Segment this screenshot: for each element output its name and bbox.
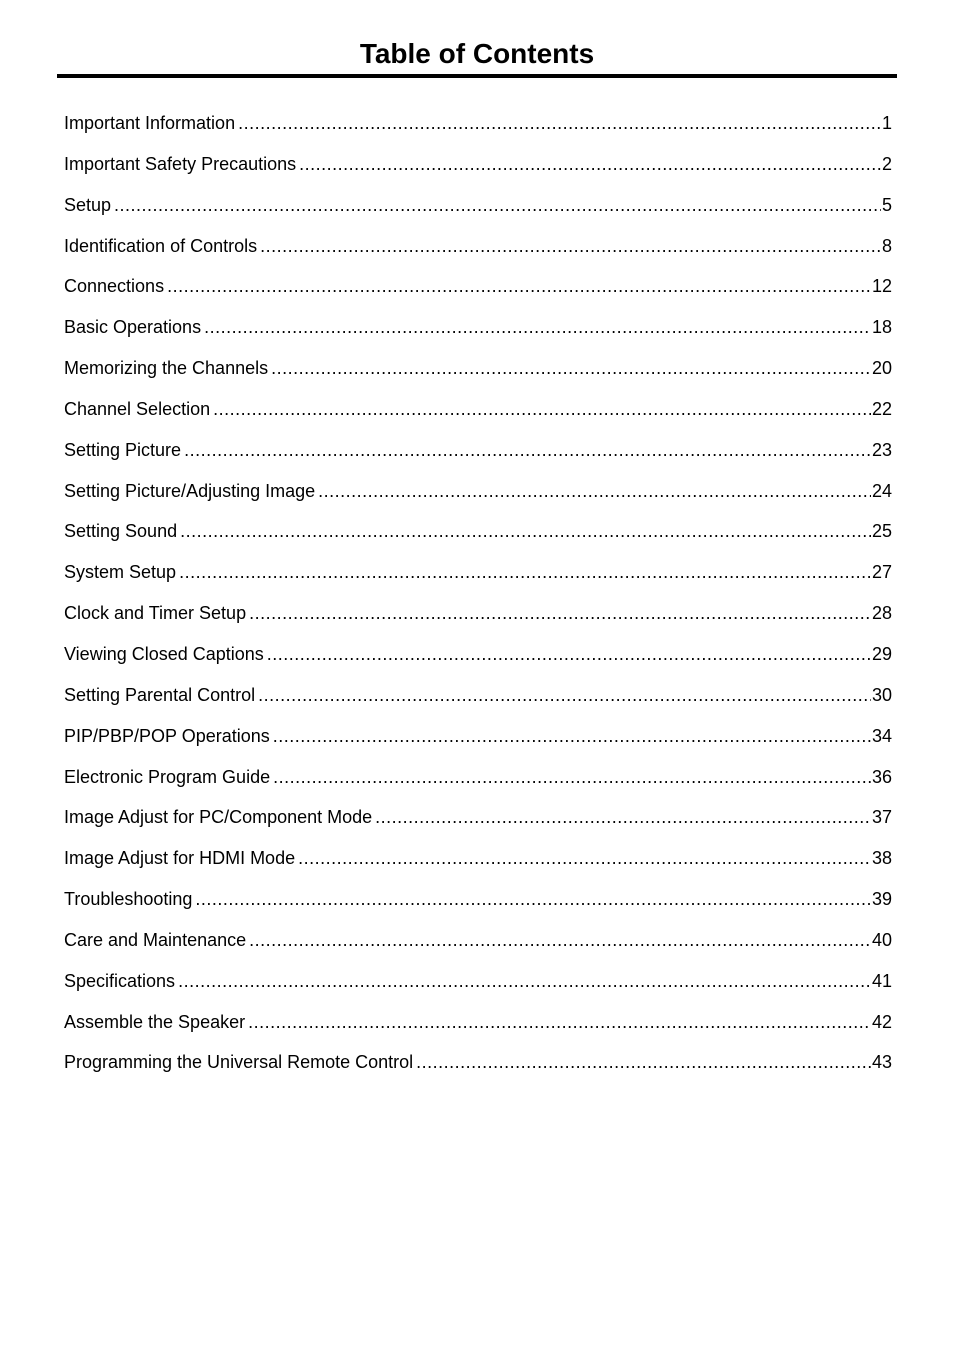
toc-entry-title: Setting Parental Control [64, 684, 256, 705]
toc-dot-leader [249, 925, 871, 955]
toc-dot-leader [260, 231, 881, 261]
toc-entry-page-number: 18 [871, 317, 892, 338]
toc-entry-title: Specifications [64, 970, 176, 991]
toc-entry-title: Viewing Closed Captions [64, 643, 264, 664]
toc-entry-page-number: 38 [871, 848, 892, 869]
toc-entry-title: Electronic Program Guide [64, 766, 271, 787]
toc-dot-leader [238, 108, 881, 138]
toc-entry-title: Image Adjust for HDMI Mode [64, 848, 296, 869]
toc-entry-page-number: 5 [881, 194, 892, 215]
toc-entry[interactable] [64, 435, 892, 476]
toc-entry-page-number: 29 [871, 643, 892, 664]
toc-entry[interactable] [64, 1007, 892, 1048]
toc-entry-title: Troubleshooting [64, 889, 193, 910]
toc-entry-title: Connections [64, 276, 165, 297]
toc-dot-leader [114, 190, 881, 220]
toc-entry-page-number: 37 [871, 807, 892, 828]
toc-entry-page-number: 42 [871, 1011, 892, 1032]
title-underline-divider [57, 74, 897, 78]
toc-entry-page-number: 2 [881, 153, 892, 174]
toc-dot-leader [184, 435, 871, 465]
toc-entry-title: PIP/PBP/POP Operations [64, 725, 270, 746]
toc-entry-title: Important Safety Precautions [64, 153, 297, 174]
toc-dot-leader [167, 271, 871, 301]
toc-dot-leader [298, 843, 871, 873]
toc-entry[interactable] [64, 271, 892, 312]
toc-dot-leader [179, 557, 871, 587]
toc-entry[interactable] [64, 639, 892, 680]
toc-entry[interactable] [64, 843, 892, 884]
toc-dot-leader [178, 966, 871, 996]
toc-entry[interactable] [64, 516, 892, 557]
toc-dot-leader [273, 762, 871, 792]
toc-entry-title: Memorizing the Channels [64, 358, 269, 379]
toc-entry-page-number: 8 [881, 235, 892, 256]
toc-entry-title: Clock and Timer Setup [64, 603, 247, 624]
toc-entry-page-number: 28 [871, 603, 892, 624]
toc-entry[interactable] [64, 762, 892, 803]
toc-entry-title: Care and Maintenance [64, 929, 247, 950]
toc-entry[interactable] [64, 598, 892, 639]
toc-dot-leader [375, 802, 871, 832]
toc-dot-leader [204, 312, 871, 342]
toc-entry[interactable] [64, 231, 892, 272]
toc-entry[interactable] [64, 353, 892, 394]
toc-entry-title: Setup [64, 194, 112, 215]
toc-entry-title: Basic Operations [64, 317, 202, 338]
toc-entry-page-number: 43 [871, 1052, 892, 1073]
toc-entry[interactable] [64, 476, 892, 517]
toc-entry[interactable] [64, 108, 892, 149]
table-of-contents-list [64, 108, 892, 1088]
toc-entry-title: Important Information [64, 113, 236, 133]
toc-entry-page-number: 39 [871, 889, 892, 910]
toc-entry-page-number: 1 [881, 113, 892, 133]
toc-dot-leader [213, 394, 871, 424]
toc-entry[interactable] [64, 190, 892, 231]
toc-entry-title: Image Adjust for PC/Component Mode [64, 807, 373, 828]
toc-entry-page-number: 41 [871, 970, 892, 991]
toc-entry-page-number: 36 [871, 766, 892, 787]
toc-dot-leader [180, 516, 871, 546]
toc-entry-page-number: 34 [871, 725, 892, 746]
toc-entry[interactable] [64, 312, 892, 353]
toc-entry[interactable] [64, 925, 892, 966]
toc-entry[interactable] [64, 721, 892, 762]
toc-entry-page-number: 22 [871, 398, 892, 419]
toc-entry[interactable] [64, 394, 892, 435]
toc-entry-page-number: 24 [871, 480, 892, 501]
toc-entry-title: System Setup [64, 562, 177, 583]
toc-entry-page-number: 25 [871, 521, 892, 542]
toc-dot-leader [267, 639, 871, 669]
toc-entry-title: Programming the Universal Remote Control [64, 1052, 414, 1073]
toc-entry-page-number: 20 [871, 358, 892, 379]
toc-entry[interactable] [64, 884, 892, 925]
toc-dot-leader [195, 884, 871, 914]
toc-entry[interactable] [64, 1047, 892, 1088]
toc-entry-title: Assemble the Speaker [64, 1011, 246, 1032]
toc-entry-page-number: 40 [871, 929, 892, 950]
toc-entry-title: Setting Picture [64, 439, 182, 460]
toc-dot-leader [273, 721, 871, 751]
toc-dot-leader [318, 476, 871, 506]
toc-dot-leader [271, 353, 871, 383]
page-title: Table of Contents [359, 38, 595, 69]
toc-dot-leader [416, 1047, 871, 1077]
toc-entry[interactable] [64, 680, 892, 721]
toc-dot-leader [248, 1007, 871, 1037]
toc-entry[interactable] [64, 557, 892, 598]
toc-dot-leader [249, 598, 871, 628]
toc-dot-leader [258, 680, 871, 710]
toc-entry-page-number: 12 [871, 276, 892, 297]
toc-entry-page-number: 30 [871, 684, 892, 705]
toc-entry[interactable] [64, 802, 892, 843]
toc-entry-title: Setting Picture/Adjusting Image [64, 480, 316, 501]
toc-entry-title: Setting Sound [64, 521, 178, 542]
toc-entry-page-number: 27 [871, 562, 892, 583]
toc-entry[interactable] [64, 966, 892, 1007]
toc-entry-title: Identification of Controls [64, 235, 258, 256]
toc-entry[interactable] [64, 149, 892, 190]
toc-entry-title: Channel Selection [64, 398, 211, 419]
toc-entry-page-number: 23 [871, 439, 892, 460]
toc-dot-leader [299, 149, 881, 179]
